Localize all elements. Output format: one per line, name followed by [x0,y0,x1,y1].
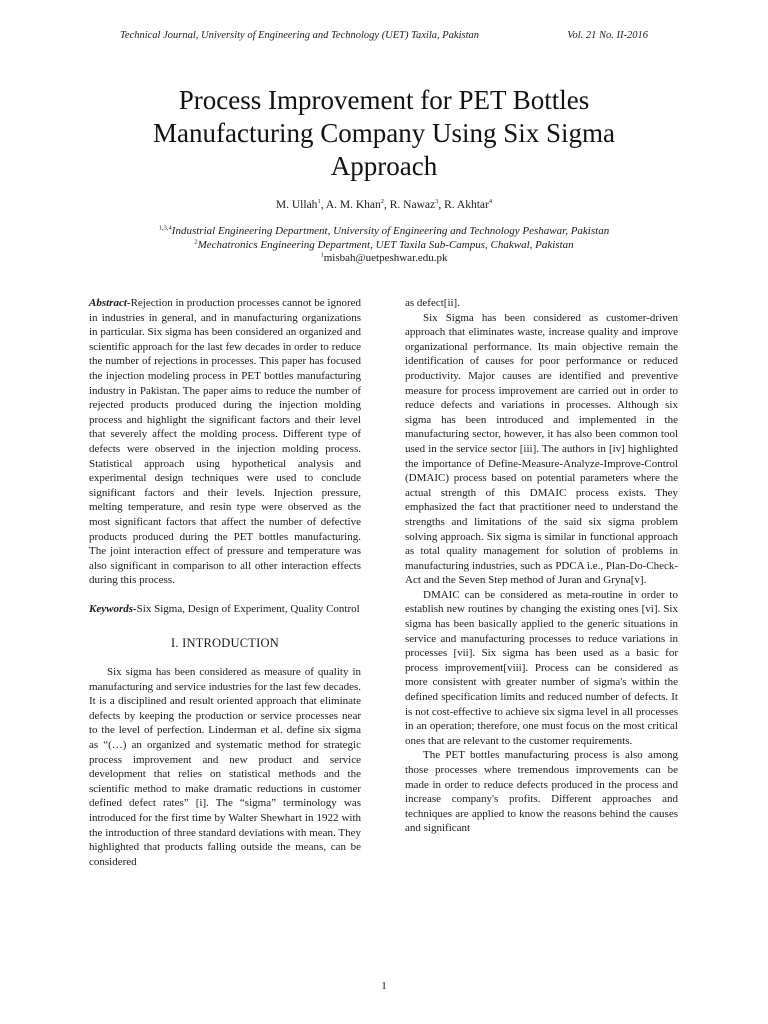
intro-paragraph-continued: as defect[ii]. [405,297,460,309]
intro-paragraph: The PET bottles manufacturing process is also among those processes where tremendous improvements can be made in order to reduce defects produced in the process and increase company's profits. Different approaches and techniques are applied to know the reasons behind the causes and significant [405,749,678,835]
abstract-label: Abstract- [89,297,131,309]
keywords-text: Six Sigma, Design of Experiment, Quality Control [136,602,360,615]
author-name: M. Ullah [275,199,318,211]
title-line-2: Manufacturing Company Using Six Sigma [153,118,615,148]
right-column [405,296,678,836]
running-header [120,30,648,41]
affiliation-line [60,225,708,239]
abstract-text: Rejection in production processes cannot be ignored in industries in general, and in manufacturing organizations in particular. Six sigma has been considered an organized and scientific approach for the last few decades in order to reduce the number of rejections in processes. This paper has focused the injection modeling process in PET bottles manufacturing industry in Pakistan. The paper aims to reduce the number of rejected products produced during the injection molding process and highlight the significant factors and their level that severely affect the molding process. Different type of defects were observed in the injection molding process. Statistical approach using hypothetical analysis and experimental design techniques were used to conclude significant factors and their levels. Injection pressure, melting temperature, and resin type were observed as the most significant factors that affect the number of defective products produced during the PET bottles manufacturing. The joint interaction effect of pressure and temperature was also significant in comparison to all other interaction effects during this process. [89,297,361,587]
abstract [89,296,361,588]
section-number: I. [171,636,179,651]
author-list: M. Ullah$^1$, A. M. Khan$^2$, R. Nawaz$^3$, R. Akhtar$^4$ [275,198,493,211]
section-title-first-letter: I [182,636,187,651]
title-line-3: Approach [330,151,438,181]
author-sup: 3 [435,198,439,206]
affiliations [60,225,708,266]
title-line-1: Process Improvement for PET Bottles [178,85,590,115]
paper-title [80,84,688,183]
journal-volume: Vol. 21 No. II-2016 [567,30,648,41]
contact-email-line [60,252,708,266]
section-title-rest: NTRODUCTION [186,636,279,651]
affiliation-text: Mechatronics Engineering Department, UET Taxila Sub-Campus, Chakwal, Pakistan [197,238,574,251]
author-name: R. Akhtar [444,199,489,211]
affiliation-sup: 2 [194,237,198,245]
author-sup: 1 [317,198,321,206]
keywords [89,602,361,617]
journal-name: Technical Journal, University of Engineering and Technology (UET) Taxila, Pakistan [120,30,480,41]
left-column [89,296,361,869]
section-heading-introduction [89,636,361,651]
keywords-label: Keywords- [89,602,137,615]
intro-paragraph: DMAIC can be considered as meta-routine in order to establish new routines by changing the existing ones [vi]. Six sigma has been basically applied to the generic situations in service and manufacturing processes to reduce variations in processes [vii]. Six sigma has been used as a basic for process improvement[viii]. Process can be considered as more consistent with greater number of sigma's within the defined specification limits and reduced number of defects. It is not cost-effective to achieve six sigma level in all processes in an operation; therefore, one must focus on the most critical ones that are relevant to the customer requirements. [405,588,678,747]
intro-paragraph: Six Sigma has been considered as customer-driven approach that eliminates waste, increase quality and improve organizational performance. Its main objective remain the identification of causes for poor performance or reduced productivity. Major causes are identified and preventive measure for process improvement are carried out in order to reduce defects and variations in processes. Although six sigma has been introduced and implemented in the manufacturing sector, however, it has also been common tool used in the service sector [iii]. The authors in [iv] highlighted the importance of Define-Measure-Analyze-Improve-Control (DMAIC) process based on potential parameters where the actual strength of this DMAIC process exists. They emphasized the fact that practitioner need to understand the strengths and limitations of the said six sigma problem solving approach. Six sigma is similar in functional approach as total quality management for solution of problems in manufacturing industries, such as PDCA i.e., Plan-Do-Check-Act and the Seven Step method of Juran and Gryna[v]. [405,311,678,587]
author-sup: 4 [488,198,493,206]
affiliation-text: Industrial Engineering Department, University of Engineering and Technology Peshawar, Pakistan [171,225,610,237]
author-sup: 2 [380,198,385,206]
email-sup: 1 [320,251,324,259]
author-name: R. Nawaz [389,199,436,211]
affiliation-line [60,239,708,253]
author-name: A. M. Khan [325,199,381,211]
contact-email: misbah@uetpeshwar.edu.pk [323,252,448,264]
intro-paragraph: Six sigma has been considered as measure of quality in manufacturing and service industries for the last few decades. It is a disciplined and result oriented approach that eliminate defects by keeping the production or service processes near to the level of perfection. Linderman et al. define six sigma as “(…) an organized and systematic method for strategic process improvement and new product and service development that relies on statistical methods and the scientific method to make dramatic reductions in customer defined defect rates” [i]. The “sigma” terminology was introduced for the first time by Walter Shewhart in 1922 with the introduction of three standard deviations with mean. They highlighted that products falling outside the means, can be considered [89,666,361,868]
page-number: 1 [381,980,387,992]
affiliation-sup: 1,3,4 [158,224,172,232]
